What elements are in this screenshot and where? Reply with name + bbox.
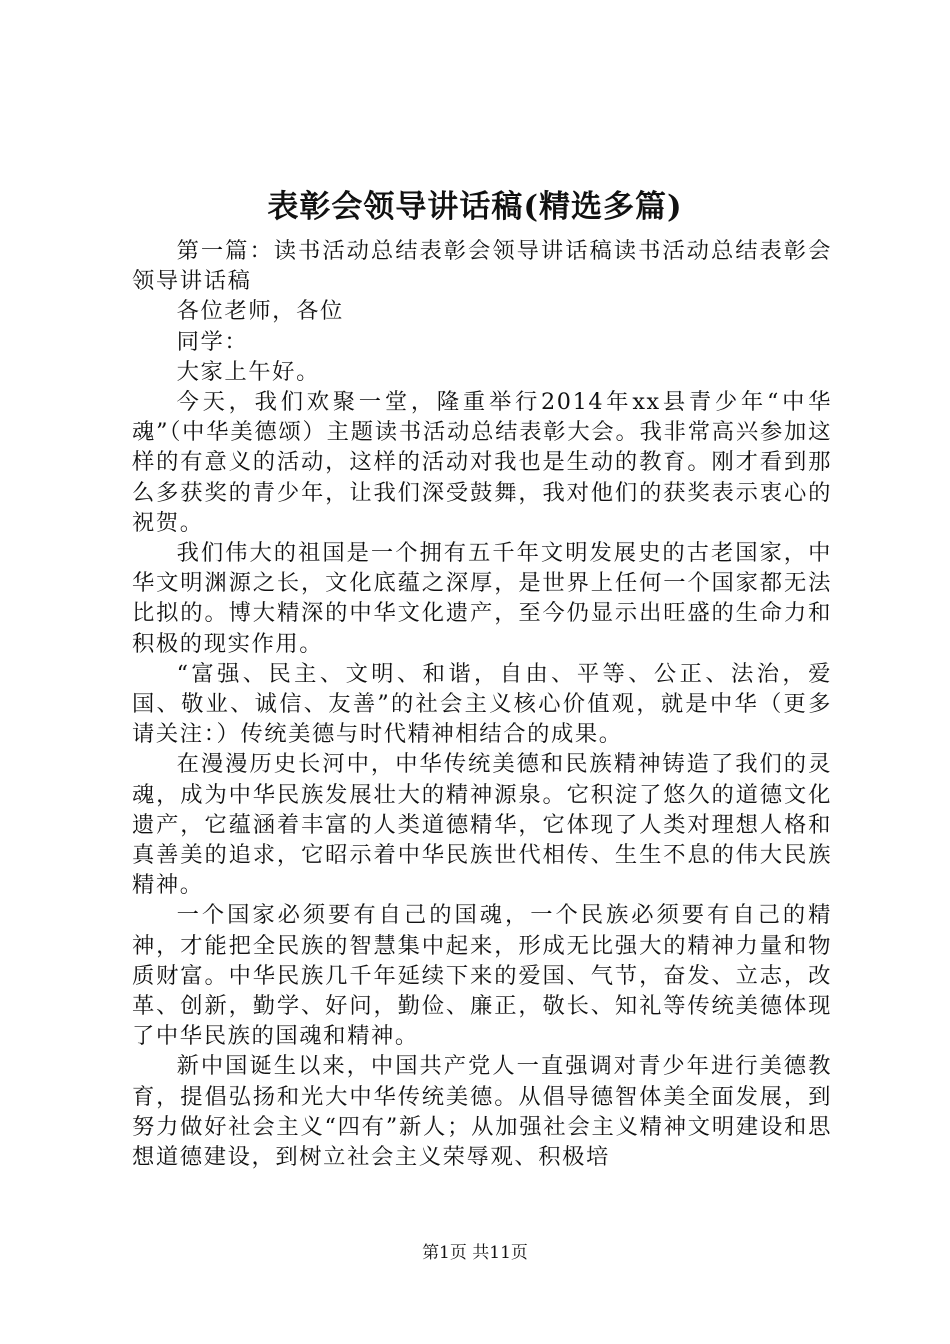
paragraph: “富强、民主、文明、和谐，自由、平等、公正、法治，爱国、敬业、诚信、友善”的社会主义核心价值观，就是中华（更多请关注：）传统美德与时代精神相结合的成果。 [132,660,832,748]
paragraph: 今天，我们欢聚一堂，隆重举行2014年xx县青少年“中华魂”（中华美德颂）主题读书活动总结表彰大会。我非常高兴参加这样的有意义的活动，这样的活动对我也是生动的教育。刚才看到那么多获奖的青少年，让我们深受鼓舞，我对他们的获奖表示衷心的祝贺。 [132,389,832,536]
paragraph: 一个国家必须要有自己的国魂，一个民族必须要有自己的精神，才能把全民族的智慧集中起来，形成无比强大的精神力量和物质财富。中华民族几千年延续下来的爱国、气节，奋发、立志，改革、创新，勤学、好问，勤俭、廉正，敬长、知礼等传统美德体现了中华民族的国魂和精神。 [132,902,832,1050]
paragraph: 在漫漫历史长河中，中华传统美德和民族精神铸造了我们的灵魂，成为中华民族发展壮大的精神源泉。它积淀了悠久的道德文化遗产，它蕴涵着丰富的人类道德精华，它体现了人类对理想人格和真善美的追求，它昭示着中华民族世代相传、生生不息的伟大民族精神。 [132,751,832,899]
paragraph: 新中国诞生以来，中国共产党人一直强调对青少年进行美德教育，提倡弘扬和光大中华传统美德。从倡导德智体美全面发展，到努力做好社会主义“四有”新人；从加强社会主义精神文明建设和思想道德建设，到树立社会主义荣辱观、积极培 [132,1053,832,1171]
paragraph: 各位老师，各位 [176,298,344,325]
document-body [132,236,832,1172]
paragraph: 第一篇：读书活动总结表彰会领导讲话稿读书活动总结表彰会领导讲话稿 [132,238,832,295]
page-number-footer: 第1页 共11页 [422,1243,528,1263]
paragraph: 同学： [176,328,249,355]
document-title: 表彰会领导讲话稿(精选多篇) [267,189,683,225]
paragraph: 大家上午好。 [176,358,320,385]
paragraph: 我们伟大的祖国是一个拥有五千年文明发展史的古老国家，中华文明渊源之长，文化底蕴之深厚，是世界上任何一个国家都无法比拟的。博大精深的中华文化遗产，至今仍显示出旺盛的生命力和积极的现实作用。 [132,540,832,657]
